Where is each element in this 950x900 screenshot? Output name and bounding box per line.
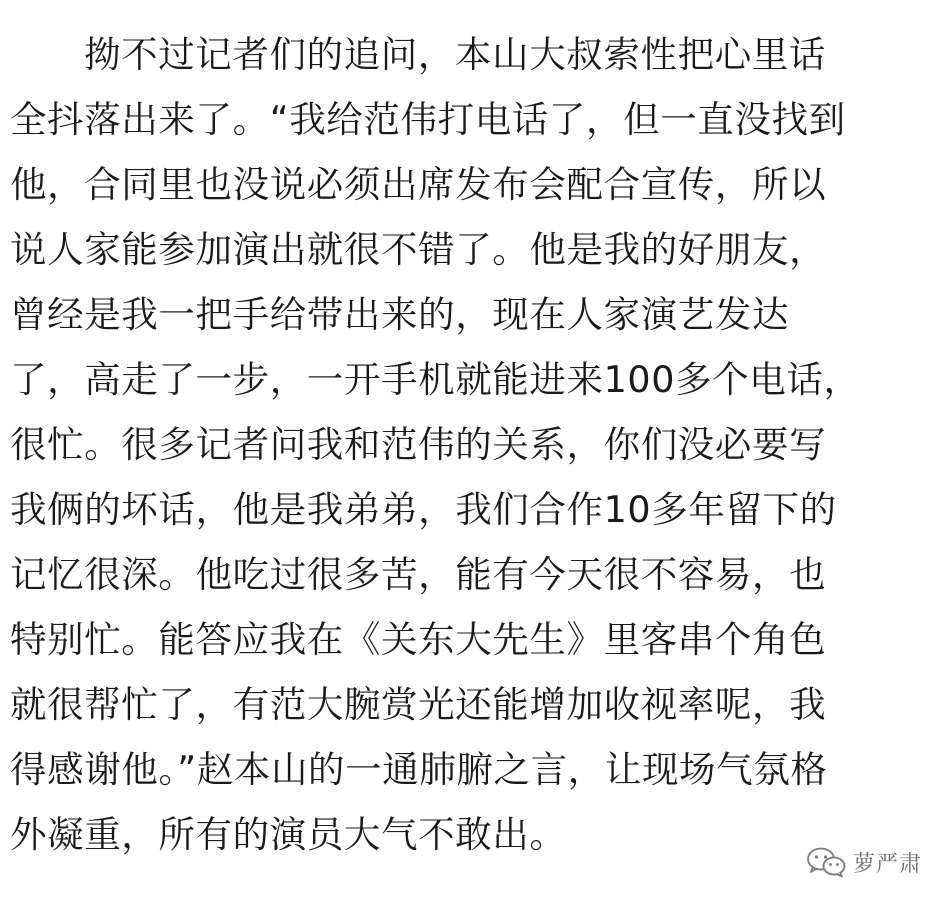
article-line: 特别忙。能答应我在《关东大先生》里客串个角色: [10, 618, 827, 661]
wechat-icon: [805, 846, 847, 878]
article-body: [10, 22, 940, 867]
article-line: 全抖落出来了。“我给范伟打电话了，但一直没找到: [10, 98, 846, 141]
article-line: 就很帮忙了，有范大腕赏光还能增加收视率呢，我: [10, 683, 827, 726]
article-line: 我俩的坏话，他是我弟弟，我们合作10多年留下的: [10, 488, 837, 531]
article-line: 很忙。很多记者问我和范伟的关系，你们没必要写: [10, 423, 827, 466]
article-line: 记忆很深。他吃过很多苦，能有今天很不容易，也: [10, 553, 827, 596]
watermark: [805, 846, 922, 878]
article-line: 说人家能参加演出就很不错了。他是我的好朋友，: [10, 228, 827, 271]
article-line: 得感谢他。”赵本山的一通肺腑之言，让现场气氛格: [10, 748, 828, 791]
article-line: 他，合同里也没说必须出席发布会配合宣传，所以: [10, 163, 827, 206]
article-line: 了，高走了一步，一开手机就能进来100多个电话，: [10, 358, 861, 401]
watermark-text: 萝严肃: [852, 851, 922, 877]
article-line: 曾经是我一把手给带出来的，现在人家演艺发达: [10, 293, 790, 336]
article-line: 外凝重，所有的演员大气不敢出。: [10, 813, 567, 856]
article-line: 拗不过记者们的追问，本山大叔索性把心里话: [84, 33, 826, 76]
